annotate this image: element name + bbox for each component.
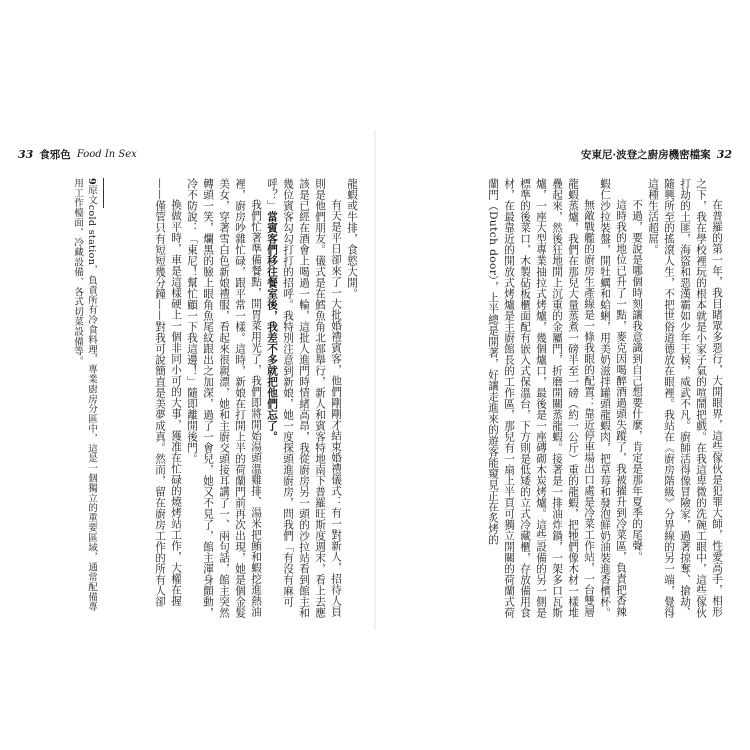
paragraph: 無敵戰艦的廚房生產線是一條我眼的配置：靠近停車場出口處是冷菜工作站，一台雙層龍蝦蒸爐，我們在那兒大量蒸煮一磅半至一磅（約一公斤）重的龍蝦，把牠們像木材一樣堆疊起來，然後狂地開上沉重的金屬門，折磨開關蒸龍蝦。接著是一排油炸鍋，一架多口瓦斯爐，一座大型專業抽拉式烤爐，幾個爐口，最後是一座磚砌木炭烤爐。這些設備的另一側是標準的後菜口，木製砧板櫃面配有嵌入式保溫台，下方則是低矮的立式冷藏櫃，存放備用食材，在最靠近的開放式烤爐是主廚館長的工作區，那兒有一扇上半頁可獨立開關的荷蘭式荷蘭門（Dutch door），上半總是開著，好讓走進來的遊客能窺見正在炙烤的 — [487, 178, 595, 618]
right-page-body — [405, 178, 725, 618]
paragraph — [264, 178, 344, 618]
right-page-header — [581, 146, 732, 162]
left-page-number: 33 — [18, 147, 34, 161]
left-page-header — [18, 146, 137, 162]
book-title: 食邪色 — [39, 148, 71, 161]
footnote-divider — [103, 178, 104, 208]
footnote-text: 原文cold station，負責所有冷食料理，專業廚房分區中，這是一個獨立的重要區域，通常配備專用工作檯面、冷藏設備、各式切菜設備等。 — [72, 178, 97, 612]
right-page-number: 32 — [716, 147, 732, 161]
left-page-body — [120, 178, 360, 618]
footnote — [18, 178, 98, 618]
emphasized-text: 當賓客們移往餐室後，我差不多就把他們忘了。 — [266, 211, 278, 442]
paragraph: 在普羅的第一年，我目睹眾多惡行，大開眼界，這些傢伙是犯罪大師，性愛高手，相形之下，我在學校裡玩的根本就是小家子氣的喧鬧把戲。在我這卑微的洗碗工眼中，這些傢伙打劫的土匪，海盜和惡漢霸如少年王候，威武不凡。廚師活得像冒險家，過著掠奪、搶劫、隨興所至的搖滾人生，不把世俗道德放在眼裡。我站在《廚房階級》分界線的另一端，覺得這種生活超屌。 — [647, 178, 723, 618]
book-gutter — [374, 130, 376, 630]
footnote-paragraph — [70, 178, 98, 618]
paragraph: 龍蝦或牛排，食慾大開。 — [346, 178, 358, 299]
book-title-english: Food In Sex — [76, 148, 137, 160]
paragraph: 換做平時，車是這樣硬上一個非同小可的大事，獲准在忙碌的燒烤站工作，大權在握——僅管只有短短幾分鐘——對我可說簡直是美夢成真。然而，留在廚房工作的所有人卻 — [154, 178, 182, 607]
paragraph: 不過，要說是哪個時刻讓我意識到自己想要什麼，肯定是那年夏季的尾聲。 — [631, 199, 643, 563]
paragraph-text: 有天是平日卻來了一大批婚禮賓客，他們剛剛才結束婚禮儀式：有一對新人，招待人員則是他們朋友。儀式是在鱈魚角北部舉行，新人和賓客特地南下普羅旺斯度週末，看上去應該是已經在酒會上喝過一輪，這批人進門時情緒高昂，我從廚房另一頭的沙拉站看到館主和幾位賓客勾勾打打的招呼。我特別注意到新娘，她一度探頭進廚房，問我們「有沒有麻可呼？」 — [266, 178, 342, 618]
paragraph: 這時我的地位已升了一點，麥克因喝醉酒過頭失蹤了，我被擢升到冷菜區，負責把香辣蝦仁沙拉裝盤，開牡蠣和蛤蜊，用美奶滋拌罐頭龍蝦肉，把草莓和發泡鮮奶油裝進香檳杯。 — [599, 178, 627, 618]
footnote-marker: 9 — [86, 178, 97, 185]
paragraph: 我們忙著準備餐點，開胃菜用光了，我們即將開始湯頭溫雞排、湯米把鮪和蝦挖進熱油裡，廚房吵雜忙碌，跟平常一樣。這時，新娘在打開上半的荷蘭門前再次出現，她是個金髮美女，穿著雪白色新娘禮服，看起來很親漂，她和主廚交頭接耳講了一、兩句話，館主突然轉頭一笑，爛黑的臉上眼角魚尾紋跟出之加深，過了一會兒，她又不見了，館主渾身顫動，冷不防說：「東尼！幫忙顧一下我這邊！」隨即離開後門。 — [186, 178, 262, 618]
chapter-title: 安東尼·波登之廚房機密檔案 — [581, 148, 711, 161]
